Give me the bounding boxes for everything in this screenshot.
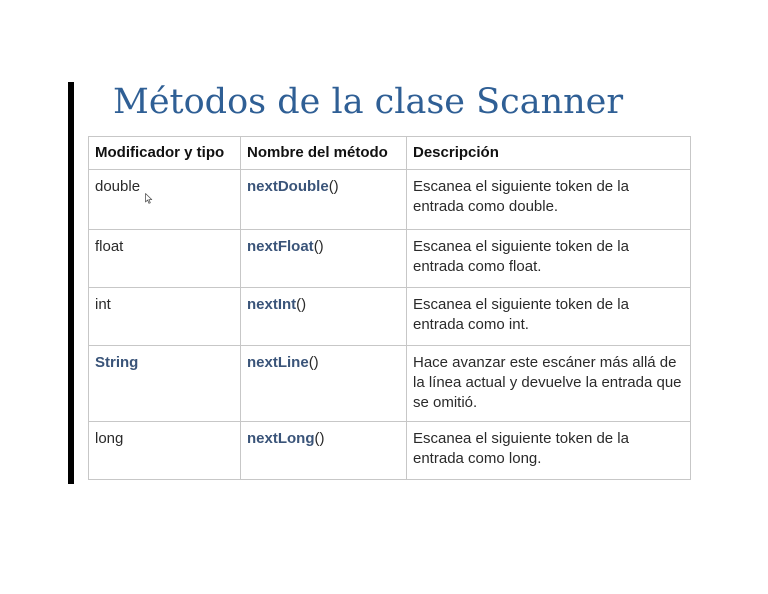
method-parens: () [313, 238, 324, 255]
table-row [89, 422, 691, 480]
cell-description: Escanea el siguiente token de la entrada como double. [407, 170, 691, 230]
cell-type [89, 230, 241, 288]
method-link[interactable]: nextInt [247, 296, 297, 313]
header-description: Descripción [407, 137, 691, 170]
header-method-name: Nombre del método [241, 137, 407, 170]
cell-method [241, 288, 407, 346]
type-label: int [95, 296, 111, 313]
cell-method [241, 230, 407, 288]
method-parens: () [296, 296, 307, 313]
header-modifier-type: Modificador y tipo [89, 137, 241, 170]
table-row [89, 170, 691, 230]
cell-description: Escanea el siguiente token de la entrada como int. [407, 288, 691, 346]
mouse-pointer-icon [145, 193, 153, 204]
type-link[interactable]: String [95, 354, 139, 371]
type-label: float [95, 238, 124, 255]
method-parens: () [308, 354, 319, 371]
methods-table [88, 136, 691, 480]
cell-method [241, 170, 407, 230]
cell-type [89, 346, 241, 422]
method-parens: () [314, 430, 325, 447]
method-link[interactable]: nextLong [247, 430, 315, 447]
cell-type [89, 170, 241, 230]
table-row [89, 288, 691, 346]
page-title: Métodos de la clase Scanner [113, 82, 624, 122]
cell-method [241, 346, 407, 422]
table-row [89, 230, 691, 288]
type-label: double [95, 178, 141, 195]
cell-type [89, 288, 241, 346]
table-header-row [89, 137, 691, 170]
method-link[interactable]: nextLine [247, 354, 309, 371]
cell-type [89, 422, 241, 480]
left-accent-bar [68, 82, 74, 484]
cell-description: Escanea el siguiente token de la entrada como long. [407, 422, 691, 480]
cell-description: Hace avanzar este escáner más allá de la línea actual y devuelve la entrada que se omitió. [407, 346, 691, 422]
type-label: long [95, 430, 124, 447]
method-parens: () [328, 178, 339, 195]
method-link[interactable]: nextDouble [247, 178, 329, 195]
method-link[interactable]: nextFloat [247, 238, 314, 255]
cell-description: Escanea el siguiente token de la entrada como float. [407, 230, 691, 288]
cell-method [241, 422, 407, 480]
table-row [89, 346, 691, 422]
